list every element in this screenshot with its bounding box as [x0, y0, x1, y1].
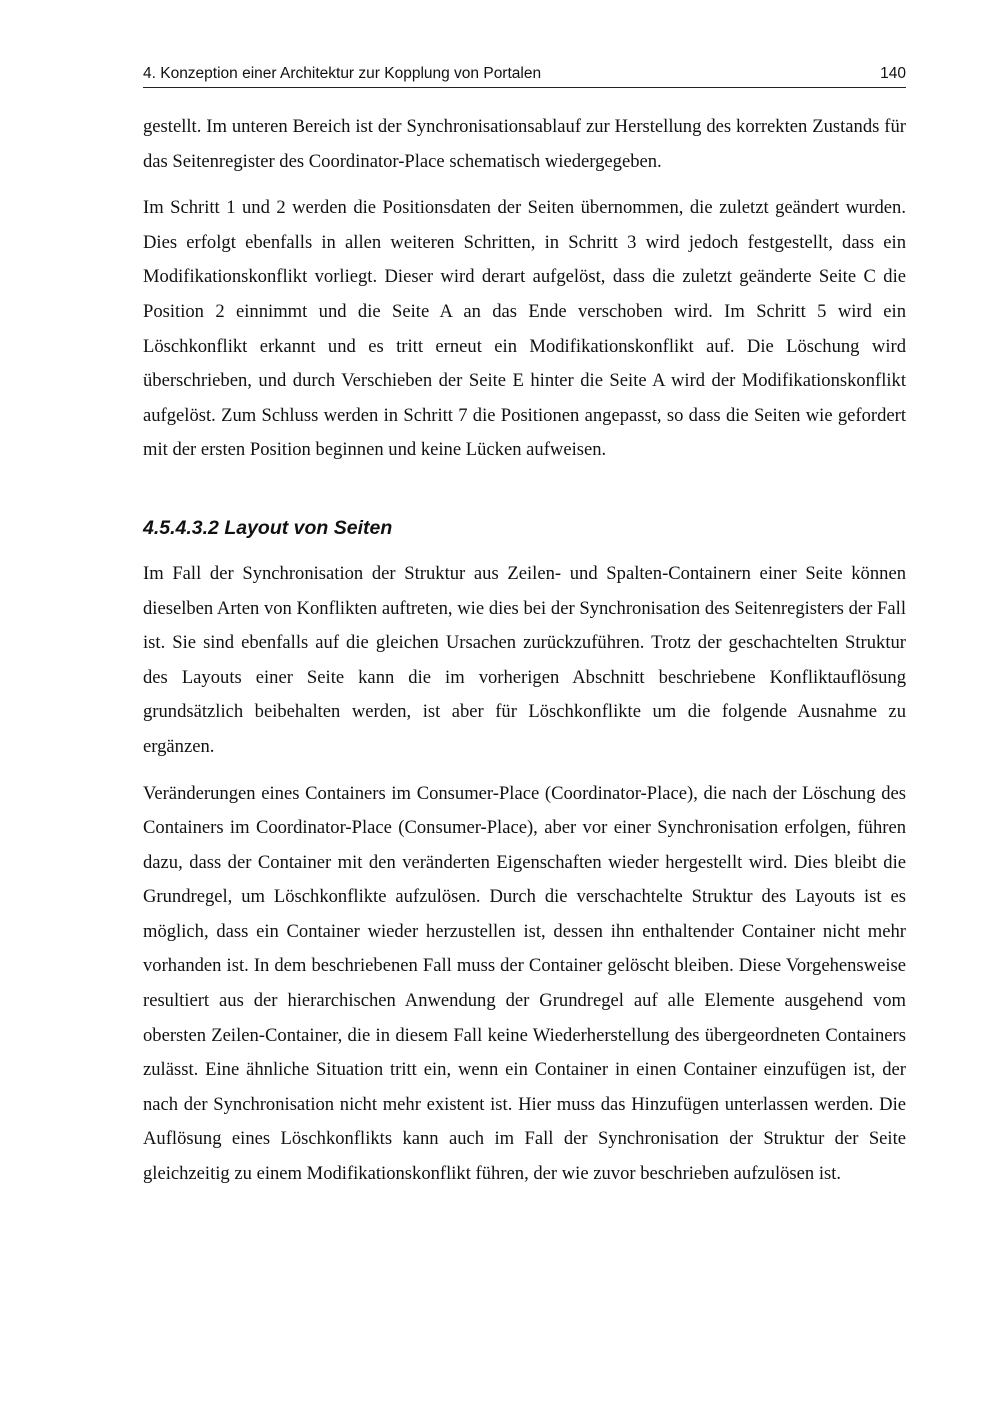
paragraph-layout-intro: Im Fall der Synchronisation der Struktur aus Zeilen- und Spalten-Containern einer Seite können dieselben Arten von Konflikten auftreten, wie dies bei der Synchronisation des Seitenregisters der Fall ist. Sie sind ebenfalls auf die gleichen Ursachen zurückzuführen. Trotz der geschachtelten Struktur des Layouts einer Seite kann die im vorherigen Abschnitt beschriebene Konfliktauflösung grundsätzlich beibehalten werden, ist aber für Löschkonflikte um die folgende Ausnahme zu ergänzen. — [143, 562, 906, 757]
page-number: 140 — [880, 65, 906, 82]
paragraph-continued: gestellt. Im unteren Bereich ist der Synchronisationsablauf zur Herstellung des korrekten Zustands für das Seitenregister des Coordinator-Place schematisch wiedergegeben. — [143, 116, 906, 172]
body-text — [143, 110, 906, 1192]
running-header — [143, 64, 906, 88]
section-heading: 4.5.4.3.2 Layout von Seiten — [143, 516, 393, 539]
paragraph-layout-exception: Veränderungen eines Containers im Consumer-Place (Coordinator-Place), die nach der Löschung des Containers im Coordinator-Place (Consumer-Place), aber vor einer Synchronisation erfolgen, führen dazu, dass der Container mit den veränderten Eigenschaften wieder hergestellt wird. Dies bleibt die Grundregel, um Löschkonflikte aufzulösen. Durch die verschachtelte Struktur des Layouts ist es möglich, dass ein Container wieder herzustellen ist, dessen ihn enthaltender Container nicht mehr vorhanden ist. In dem beschriebenen Fall muss der Container gelöscht bleiben. Diese Vorgehensweise resultiert aus der hierarchischen Anwendung der Grundregel auf alle Elemente ausgehend vom obersten Zeilen-Container, die in diesem Fall keine Wiederherstellung des übergeordneten Containers zulässt. Eine ähnliche Situation tritt ein, wenn ein Container in einen Container einzufügen ist, der nach der Synchronisation nicht mehr existent ist. Hier muss das Hinzufügen unterlassen werden. Die Auflösung eines Löschkonflikts kann auch im Fall der Synchronisation der Struktur der Seite gleichzeitig zu einem Modifikationskonflikt führen, der wie zuvor beschrieben aufzulösen ist. — [143, 782, 906, 1185]
paragraph-steps: Im Schritt 1 und 2 werden die Positionsdaten der Seiten übernommen, die zuletzt geändert wurden. Dies erfolgt ebenfalls in allen weiteren Schritten, in Schritt 3 wird jedoch festgestellt, dass ein Modifikationskonflikt vorliegt. Dieser wird derart aufgelöst, dass die zuletzt geänderte Seite C die Position 2 einnimmt und die Seite A an das Ende verschoben wird. Im Schritt 5 wird ein Löschkonflikt erkannt und es tritt erneut ein Modifikationskonflikt auf. Die Löschung wird überschrieben, und durch Verschieben der Seite E hinter die Seite A wird der Modifikationskonflikt aufgelöst. Zum Schluss werden in Schritt 7 die Positionen angepasst, so dass die Seiten wie gefordert mit der ersten Position beginnen und keine Lücken aufweisen. — [143, 197, 906, 461]
chapter-title: 4. Konzeption einer Architektur zur Kopplung von Portalen — [143, 65, 542, 82]
document-page — [143, 64, 906, 1204]
